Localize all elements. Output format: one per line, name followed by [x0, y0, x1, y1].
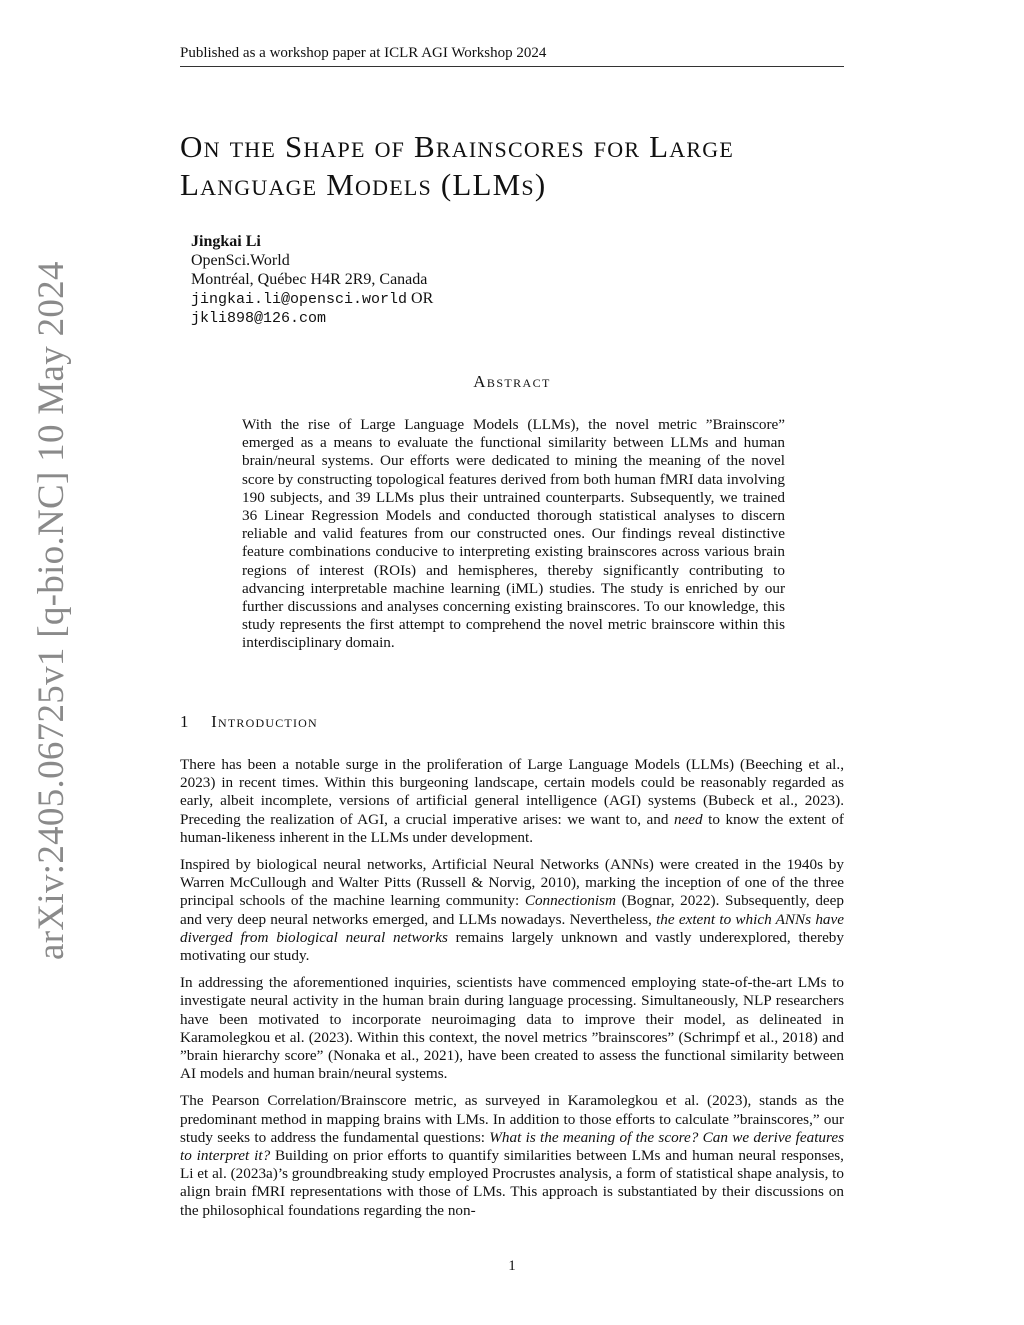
author-email-secondary[interactable]: jkli898@126.com [191, 310, 327, 327]
introduction-body [180, 756, 844, 1229]
section-number: 1 [180, 712, 190, 731]
emphasis-text: the extent to which ANNs have diverged from biological neural networks [180, 910, 844, 946]
author-affiliation: OpenSci.World [191, 252, 290, 269]
emphasis-text: need [673, 810, 703, 828]
paper-title: On the Shape of Brainscores for Large Language Models (LLMs) [180, 129, 734, 202]
abstract-heading: Abstract [473, 372, 551, 391]
intro-paragraph-1: There has been a notable surge in the proliferation of Large Language Models (LLMs) (Beeching et al., 2023) in recent times. Within this burgeoning landscape, certain models could be reasonably regarded as early, albeit incomplete, versions of artificial general intelligence (AGI) systems (Bubeck et al., 2023). Preceding the realization of AGI, a crucial imperative arises: we want to, and need to know the extent of human-likeness inherent in the LLMs under development. [180, 756, 844, 846]
running-header: Published as a workshop paper at ICLR AGI Workshop 2024 [180, 44, 844, 67]
author-email-primary[interactable]: jingkai.li@opensci.world [191, 291, 408, 308]
author-name: Jingkai Li [191, 233, 261, 250]
emphasis-text: Connectionism [524, 892, 616, 910]
author-block [191, 232, 691, 328]
intro-paragraph-2: Inspired by biological neural networks, Artificial Neural Networks (ANNs) were created in the 1940s by Warren McCullough and Walter Pitts (Russell & Norvig, 2010), marking the inception of one of the three principal schools of the machine learning community: Connectionism (Bognar, 2022). Subsequently, deep and very deep neural networks emerged, and LLMs nowadays. Nevertheless, the extent to which ANNs have diverged from biological neural networks remains largely unknown and vastly underexplored, thereby motivating our study. [180, 856, 844, 965]
author-email-line [191, 289, 691, 309]
abstract-body: With the rise of Large Language Models (LLMs), the novel metric ”Brainscore” emerged as a means to evaluate the functional similarity between LLMs and human brain/neural systems. Our efforts were dedicated to mining the meaning of the novel score by constructing topological features derived from both human fMRI data involving 190 subjects, and 39 LLMs plus their untrained counterparts. Subsequently, we trained 36 Linear Regression Models and conducted thorough statistical analyses to discern reliable and valid features from our constructed ones. Our findings reveal distinctive feature combinations conducive to interpreting existing brainscores across various brain regions of interest (ROIs) and hemispheres, thereby significantly contributing to advancing interpretable machine learning (iML) studies. The study is enriched by our further discussions and analyses concerning existing brainscores. To our knowledge, this study represents the first attempt to comprehend the novel metric brainscore within this interdisciplinary domain. [242, 416, 785, 652]
page-number: 1 [508, 1258, 516, 1274]
author-address: Montréal, Québec H4R 2R9, Canada [191, 271, 428, 288]
section-heading-introduction [180, 712, 318, 732]
section-title: Introduction [211, 712, 318, 731]
arxiv-identifier-stamp: arXiv:2405.06725v1 [q-bio.NC] 10 May 2024 [31, 261, 72, 960]
intro-paragraph-4: The Pearson Correlation/Brainscore metric, as surveyed in Karamolegkou et al. (2023), stands as the predominant method in mapping brains with LMs. In addition to those efforts to calculate ”brainscores,” our study seeks to address the fundamental questions: What is the meaning of the score? Can we derive features to interpret it? Building on prior efforts to quantify similarities between LMs and human neural responses, Li et al. (2023a)’s groundbreaking study employed Procrustes analysis, a form of statistical shape analysis, to align brain fMRI representations with those of LMs. This approach is substantiated by their discussions on the philosophical foundations regarding the non- [180, 1092, 845, 1219]
emphasis-text: What is the meaning of the score? Can we derive features to interpret it? [180, 1128, 845, 1165]
intro-paragraph-3: In addressing the aforementioned inquiries, scientists have commenced employing state-of-the-art LMs to investigate neural activity in the human brain during language processing. Simultaneously, NLP researchers have been motivated to incorporate neuroimaging data to improve their model, as delineated in Karamolegkou et al. (2023). Within this context, the novel metrics ”brainscores” (Schrimpf et al., 2018) and ”brain hierarchy score” (Nonaka et al., 2021), have been created to assess the functional similarity between AI models and human brain/neural systems. [180, 974, 844, 1083]
author-email-separator: OR [411, 290, 434, 307]
